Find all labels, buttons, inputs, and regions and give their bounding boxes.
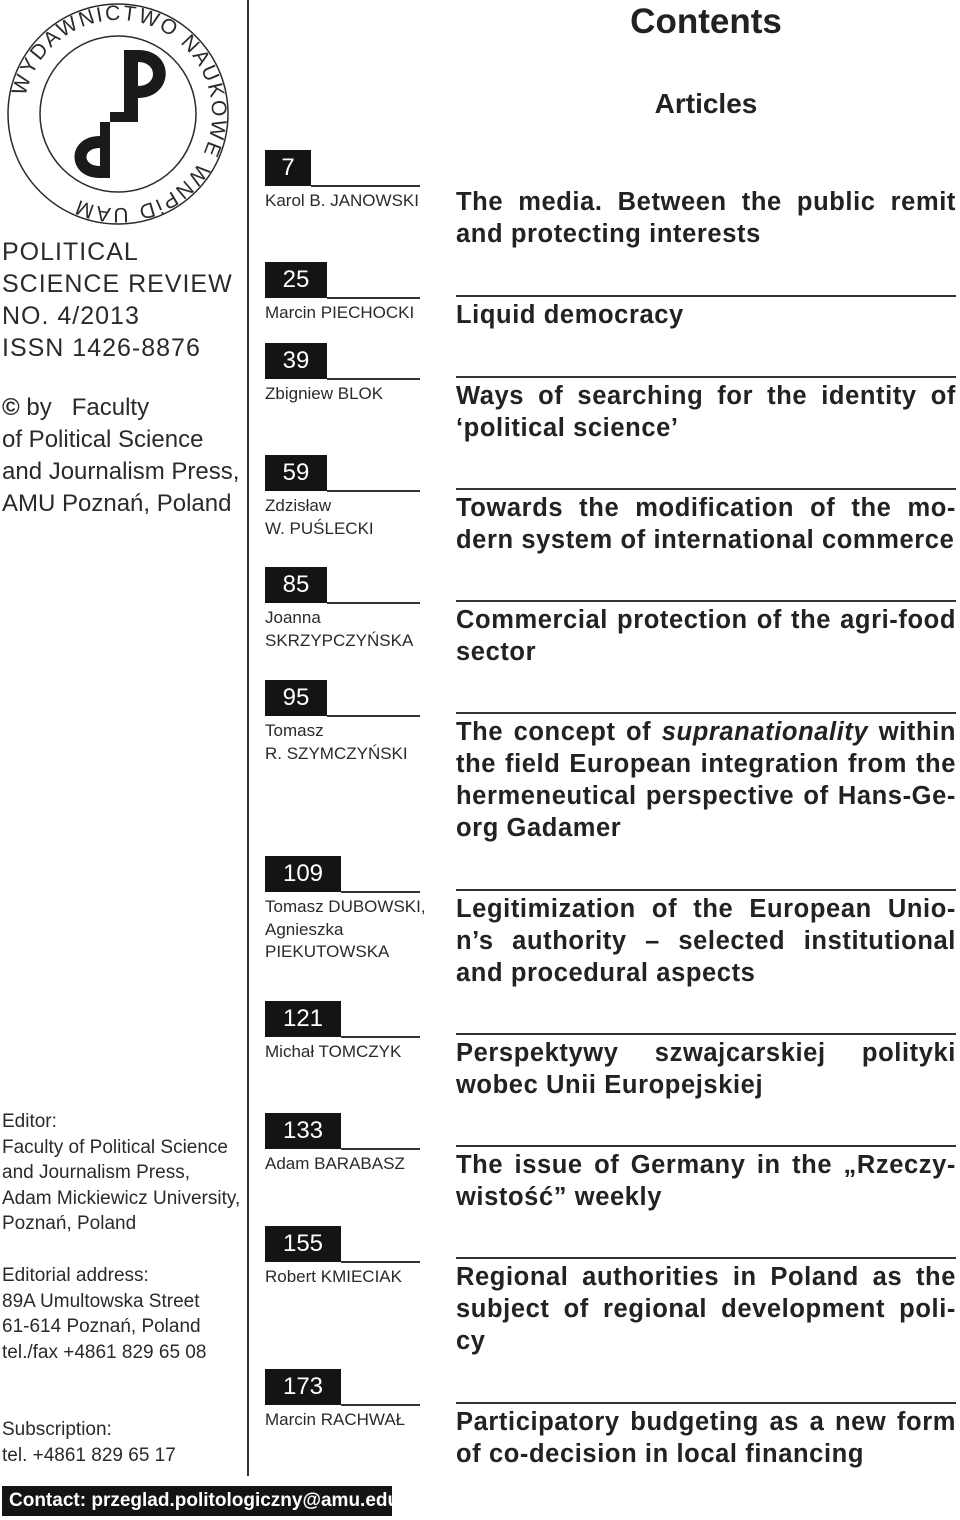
subscription-block xyxy=(2,1417,176,1468)
article-title xyxy=(456,1149,956,1213)
article-rule xyxy=(456,1145,956,1147)
author-line: PIEKUTOWSKA xyxy=(265,942,390,961)
entry-rule xyxy=(311,185,420,187)
editor-block xyxy=(2,1109,252,1237)
entry-rule xyxy=(327,602,420,604)
page-number: 85 xyxy=(265,567,327,603)
entry-rule xyxy=(327,297,420,299)
article-rule xyxy=(456,600,956,602)
entry-authors xyxy=(265,1409,425,1432)
entry-authors xyxy=(265,190,425,213)
title-line: Legitimization of the European Unio- xyxy=(456,895,956,923)
article-title xyxy=(456,604,956,668)
editor-line4: Poznań, Poland xyxy=(2,1213,137,1235)
article-title xyxy=(456,1037,956,1101)
article-title xyxy=(456,716,956,844)
entry-authors xyxy=(265,302,425,325)
contact-email[interactable]: przeglad.politologiczny@amu.edu.pl xyxy=(91,1490,422,1511)
editor-line3: Adam Mickiewicz University, xyxy=(2,1187,241,1209)
entry-rule xyxy=(341,891,420,893)
title-line: subject of regional development poli- xyxy=(456,1295,956,1323)
publisher-logo-graphic xyxy=(6,2,230,226)
entry-authors xyxy=(265,607,425,652)
entry-rule xyxy=(341,1148,420,1150)
author-line: Agnieszka xyxy=(265,919,344,939)
title-line: and procedural aspects xyxy=(456,959,756,987)
author-line: Karol B. JANOWSKI xyxy=(265,191,419,210)
author-line: Michał TOMCZYK xyxy=(265,1042,402,1061)
entry-rule xyxy=(341,1404,420,1406)
entry-rule xyxy=(327,715,420,717)
title-line: Perspektywy szwajcarskiej polityki xyxy=(456,1039,956,1067)
author-line: Zdzisław xyxy=(265,496,332,515)
page-number: 59 xyxy=(265,455,327,491)
page-number: 7 xyxy=(265,150,311,186)
entry-rule xyxy=(341,1036,420,1038)
publisher-logo xyxy=(6,2,230,226)
author-line: R. SZYMCZYŃSKI xyxy=(265,743,408,763)
title-line: sector xyxy=(456,638,537,666)
page-number: 109 xyxy=(265,856,341,892)
page-number: 173 xyxy=(265,1369,341,1405)
page-number: 121 xyxy=(265,1001,341,1037)
contact-bar xyxy=(2,1486,422,1516)
entry-authors xyxy=(265,1266,425,1289)
address-label: Editorial address: xyxy=(2,1265,149,1286)
author-line: Tomasz xyxy=(265,721,324,740)
page-number: 155 xyxy=(265,1226,341,1262)
article-title xyxy=(456,1406,956,1470)
entry-rule xyxy=(341,1261,420,1263)
article-title xyxy=(456,380,956,444)
page-number: 133 xyxy=(265,1113,341,1149)
copyright-block xyxy=(2,392,242,520)
page-number: 39 xyxy=(265,343,327,379)
author-line: Tomasz DUBOWSKI, xyxy=(265,897,426,916)
author-line: SKRZYPCZYŃSKA xyxy=(265,630,414,650)
entry-rule xyxy=(327,378,420,380)
title-line: Liquid democracy xyxy=(456,301,684,329)
entry-authors xyxy=(265,495,425,540)
editor-label: Editor: xyxy=(2,1111,57,1132)
title-line: The concept of supranationality within xyxy=(456,718,956,746)
page-number: 95 xyxy=(265,680,327,716)
article-rule xyxy=(456,1402,956,1404)
title-line: Participatory budgeting as a new form xyxy=(456,1408,956,1436)
title-line: ‘political science’ xyxy=(456,414,679,442)
entry-authors xyxy=(265,1041,425,1064)
copyright-line4: AMU Poznań, Poland xyxy=(2,490,232,517)
title-line: Towards the modification of the mo- xyxy=(456,494,956,522)
article-title xyxy=(456,492,956,556)
journal-info xyxy=(2,236,233,364)
title-line: dern system of international commerce xyxy=(456,526,955,554)
title-line: n’s authority – selected institutional xyxy=(456,927,956,955)
subscription-label: Subscription: xyxy=(2,1419,112,1440)
journal-name-line2: SCIENCE REVIEW xyxy=(2,270,233,298)
contact-label: Contact: xyxy=(9,1490,87,1511)
address-line3: tel./fax +4861 829 65 08 xyxy=(2,1341,207,1363)
entry-authors xyxy=(265,896,425,964)
article-title xyxy=(456,893,956,989)
title-line: Commercial protection of the agri-food xyxy=(456,606,956,634)
article-title xyxy=(456,1261,956,1357)
title-line: Ways of searching for the identity of xyxy=(456,382,956,410)
author-line: Marcin RACHWAŁ xyxy=(265,1410,406,1429)
title-line: The issue of Germany in the „Rzeczy- xyxy=(456,1151,956,1179)
editor-line2: and Journalism Press, xyxy=(2,1162,190,1184)
contents-title: Contents xyxy=(630,2,782,41)
subscription-tel: tel. +4861 829 65 17 xyxy=(2,1444,176,1466)
author-line: Robert KMIECIAK xyxy=(265,1267,402,1286)
copyright-icon: © xyxy=(2,394,20,421)
editor-line1: Faculty of Political Science xyxy=(2,1136,228,1158)
article-rule xyxy=(456,488,956,490)
journal-name-line1: POLITICAL xyxy=(2,238,139,266)
entry-authors xyxy=(265,1153,425,1176)
address-line2: 61-614 Poznań, Poland xyxy=(2,1316,201,1338)
article-rule xyxy=(456,1033,956,1035)
article-title xyxy=(456,299,956,331)
entry-authors xyxy=(265,720,425,765)
author-line: W. PUŚLECKI xyxy=(265,518,374,538)
journal-issn: ISSN 1426-8876 xyxy=(2,334,201,362)
section-title: Articles xyxy=(654,88,758,119)
title-line: Regional authorities in Poland as the xyxy=(456,1263,956,1291)
column-divider xyxy=(247,0,249,1476)
title-line: wobec Unii Europejskiej xyxy=(456,1071,764,1099)
title-line: of co-decision in local financing xyxy=(456,1440,865,1468)
journal-issue: NO. 4/2013 xyxy=(2,302,140,330)
author-line: Zbigniew BLOK xyxy=(265,384,384,403)
title-line: hermeneutical perspective of Hans-Ge- xyxy=(456,782,956,810)
page-number: 25 xyxy=(265,262,327,298)
author-line: Joanna xyxy=(265,608,321,627)
address-line1: 89A Umultowska Street xyxy=(2,1290,200,1312)
article-title xyxy=(456,186,956,250)
article-rule xyxy=(456,376,956,378)
copyright-line1: by Faculty xyxy=(26,394,150,421)
author-line: Marcin PIECHOCKI xyxy=(265,303,415,322)
title-line: cy xyxy=(456,1327,486,1355)
title-line: the field European integration from the xyxy=(456,750,956,778)
title-line: The media. Between the public remit xyxy=(456,188,956,216)
editorial-address-block xyxy=(2,1263,206,1365)
article-rule xyxy=(456,889,956,891)
copyright-line3: and Journalism Press, xyxy=(2,458,240,485)
article-rule xyxy=(456,295,956,297)
logo-ring-text: WYDAWNICTWO NAUKOWE WNPiD UAM xyxy=(7,2,230,226)
title-line: org Gadamer xyxy=(456,814,622,842)
title-line: and protecting interests xyxy=(456,220,761,248)
author-line: Adam BARABASZ xyxy=(265,1154,405,1173)
article-rule xyxy=(456,712,956,714)
copyright-line2: of Political Science xyxy=(2,426,204,453)
article-rule xyxy=(456,1257,956,1259)
entry-authors xyxy=(265,383,425,406)
title-line: wistość” weekly xyxy=(456,1183,663,1211)
entry-rule xyxy=(327,490,420,492)
